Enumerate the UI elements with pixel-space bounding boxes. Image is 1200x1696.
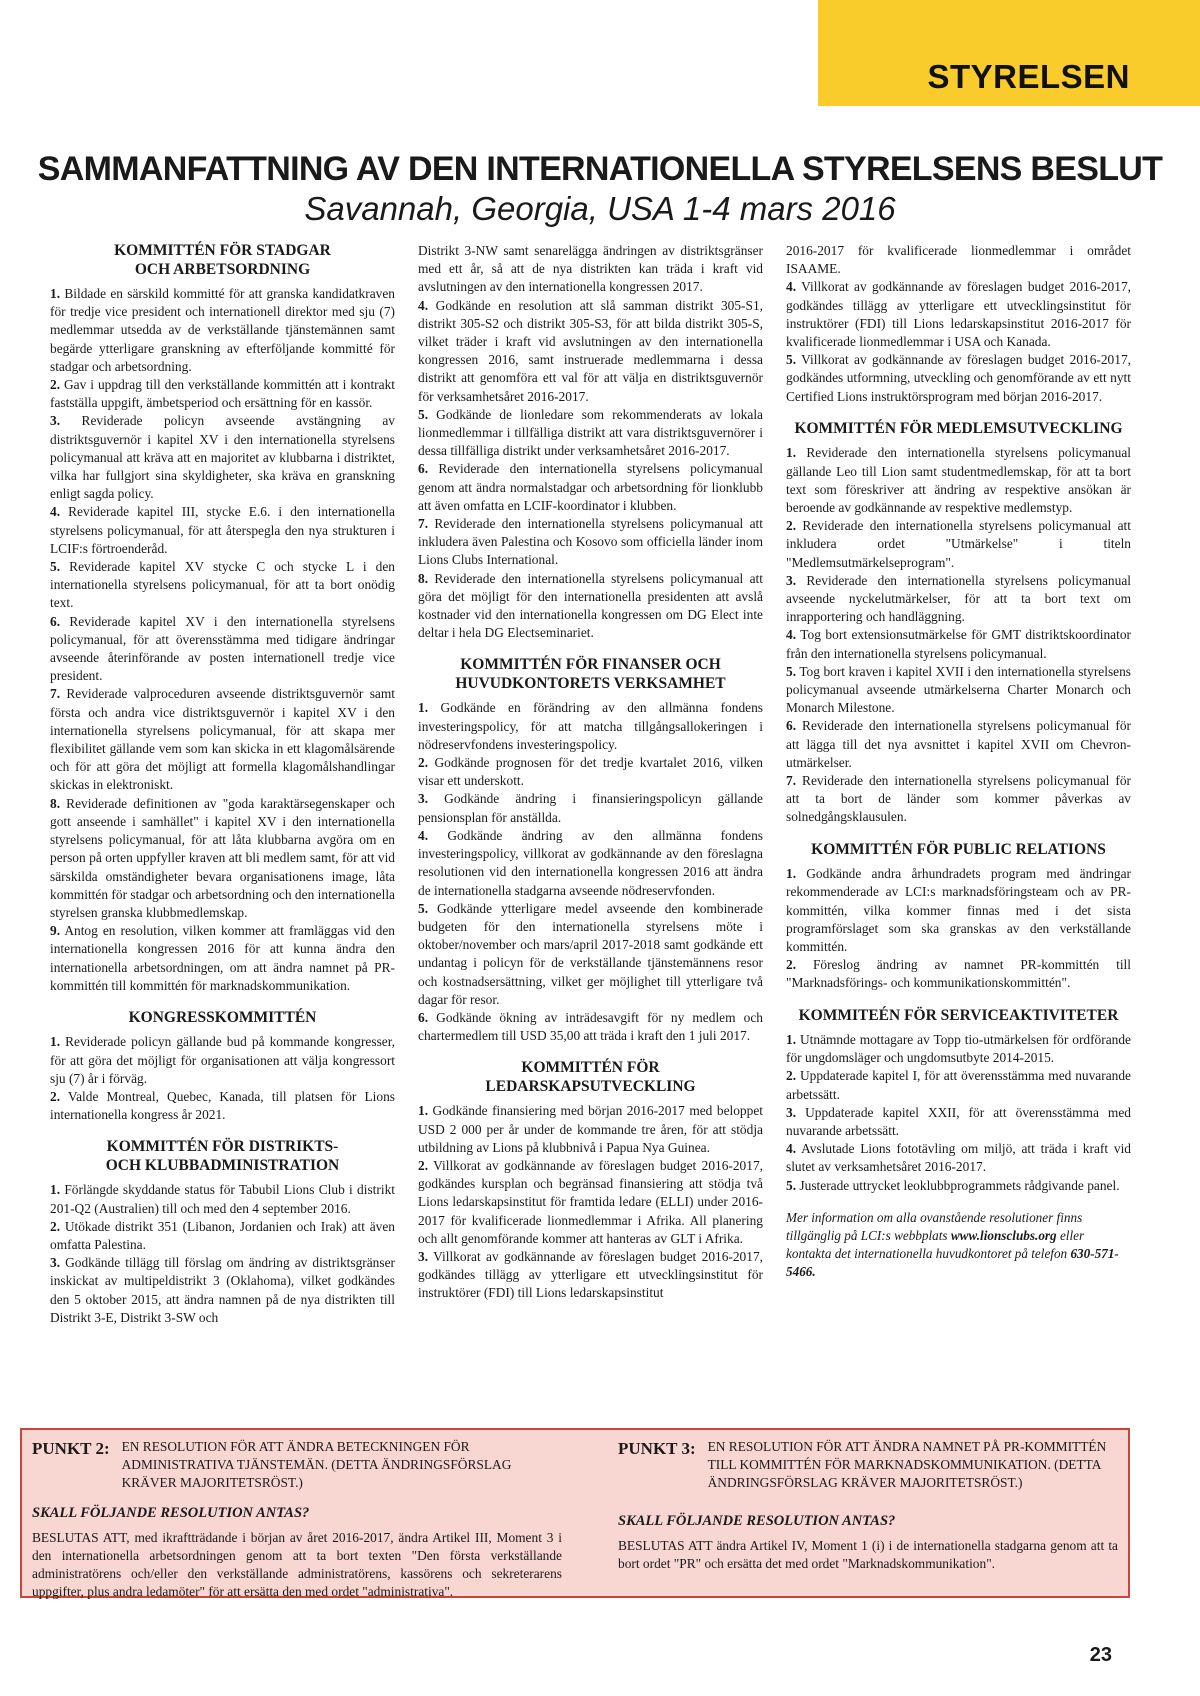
text-column-1 xyxy=(50,242,395,1341)
decision-item xyxy=(50,685,395,794)
punkt-resolution: BESLUTAS ATT, med ikraftträdande i början av året 2016-2017, ändra Artikel III, Moment 3 i den internationella arbetsordningen genom att ta bort texten "Den första verkställande administratörens och/eller den verkställande administratörens, kassörens och sekreterarens uppgifter, plus andra ledamöter" för att ersätta den med ordet "administrativa". xyxy=(32,1530,562,1599)
page-title: SAMMANFATTNING AV DEN INTERNATIONELLA STYRELSENS BESLUT xyxy=(37,150,1163,188)
item-number: 1. xyxy=(50,1182,61,1198)
punkt-question: SKALL FÖLJANDE RESOLUTION ANTAS? xyxy=(618,1513,896,1530)
committee-section xyxy=(50,1138,395,1327)
column-3-body xyxy=(786,242,1131,1195)
item-text: Tog bort kraven i kapitel XVII i den internationella styrelsens policymanual avseende utmärkelserna Charter Monarch och Monarch Milestone. xyxy=(786,663,1132,716)
item-number: 7. xyxy=(418,516,429,532)
item-text: Villkorat av godkännande av föreslagen budget 2016-2017, godkändes tillägg av ytterligare ett utvecklingsinstitut för instruktörer (FDI) till Lions ledarskapsinstitut 2016-2017 för kvalificerade lionmedlemmar i USA och Kanada. xyxy=(786,279,1131,350)
item-text: Gav i uppdrag till den verkställande kommittén att i kontrakt fastställa uppgift, ämbetsperiod och ersättning för en kassör. xyxy=(50,377,395,411)
decision-item xyxy=(786,626,1131,662)
item-text: Distrikt 3-NW samt senarelägga ändringen av distriktsgränser med ett år, så att de nya distrikten kan träda i kraft vid avslutningen av den internationella kongressen 2017. xyxy=(418,243,763,295)
item-number: 3. xyxy=(418,791,429,807)
more-info-note xyxy=(786,1209,1131,1281)
item-number: 3. xyxy=(786,1104,797,1120)
item-number: 5. xyxy=(418,406,429,422)
item-number: 1. xyxy=(786,445,797,461)
committee-heading: KOMMITEÉN FÖR SERVICEAKTIVITETER xyxy=(798,1006,1119,1024)
item-number: 2. xyxy=(418,755,429,771)
item-number: 6. xyxy=(418,1009,429,1025)
item-number: 6. xyxy=(418,461,429,477)
item-number: 4. xyxy=(418,297,429,313)
decision-item xyxy=(418,1102,763,1157)
decision-item xyxy=(786,865,1131,956)
item-number: 5. xyxy=(786,352,797,368)
decision-item xyxy=(786,956,1131,992)
decision-item xyxy=(786,1031,1131,1067)
item-text: Antog en resolution, vilken kommer att framläggas vid den internationella kongressen 2016 för att kunna ändra den internationella arbetsordningen, om att ändra namnet på PR-kommittén till kommittén för marknadskommunikation. xyxy=(50,923,395,993)
decision-item xyxy=(50,285,395,376)
item-number: 4. xyxy=(418,827,429,843)
item-number: 2. xyxy=(786,957,797,973)
decision-item xyxy=(50,613,395,686)
item-text: Reviderade policyn gällande bud på kommande kongresser, för att göra det möjligt för organisationen att välja kongressort sju (7) år i förväg. xyxy=(50,1034,395,1086)
item-number: 7. xyxy=(50,686,61,702)
info-phone: 630-571-5466. xyxy=(786,1245,1119,1279)
item-text: Utökade distrikt 351 (Libanon, Jordanien och Irak) att även omfatta Palestina. xyxy=(50,1218,395,1253)
decision-item xyxy=(786,1067,1131,1103)
decision-item xyxy=(418,699,763,754)
item-number: 7. xyxy=(786,772,797,788)
info-website: www.lionsclubs.org xyxy=(950,1227,1057,1243)
text-column-3 xyxy=(786,242,1131,1281)
decision-item xyxy=(786,242,1131,278)
committee-heading: KONGRESSKOMMITTÉN xyxy=(128,1008,317,1026)
item-number: 5. xyxy=(50,559,61,575)
item-text: Reviderade den internationella styrelsens policymanual gällande Leo till Lion samt studentmedlemskap, för att ta bort text som föreskriver att ändring av respektive ansökan är beroende av godkännande av respektive medlemstyp. xyxy=(786,445,1131,515)
decision-item xyxy=(786,717,1131,772)
item-text: Reviderade den internationella styrelsens policymanual genom att ändra normalstadgar och arbetsordning för lionklubb att även omfatta en LCIF-koordinator i klubben. xyxy=(418,461,763,513)
item-text: Föreslog ändring av namnet PR-kommittén till "Marknadsförings- och kommunikationskommittén". xyxy=(786,957,1131,991)
decision-item xyxy=(418,515,763,570)
committee-section xyxy=(786,1007,1131,1195)
committee-section xyxy=(418,656,763,1045)
item-number: 4. xyxy=(786,279,797,295)
text-column-2 xyxy=(418,242,763,1317)
item-text: Justerade uttrycket leoklubbprogrammets rådgivande panel. xyxy=(799,1177,1120,1193)
item-number: 2. xyxy=(786,1068,797,1084)
decision-item xyxy=(50,1033,395,1088)
item-number: 1. xyxy=(50,286,61,301)
item-number: 2. xyxy=(418,1157,429,1173)
item-text: Godkände andra århundradets program med ändringar rekommenderade av LCI:s marknadsföringsteam och av PR-kommittén, vilka kommer finnas med i det sista programförslaget som ska granskas av den verkställande kommittén. xyxy=(786,866,1131,954)
item-text: Godkände ökning av inträdesavgift för ny medlem och chartermedlem till USD 35,00 att träda i kraft den 1 juli 2017. xyxy=(418,1009,763,1044)
committee-section xyxy=(786,420,1131,827)
item-text: Villkorat av godkännande av föreslagen budget 2016-2017, godkändes kursplan och begränsad finansiering att stödja två Lions ledarskapsinstitut för framtida ledare (ELLI) under 2016-2017 för kvalificerade lionmedlemmar i Afrika. All planering och allt genomförande kommer att hanteras av GLT i Afrika. xyxy=(418,1157,763,1246)
item-number: 5. xyxy=(786,663,797,679)
item-text: Tog bort extensionsutmärkelse för GMT distriktskoordinator från den internationella styrelsens policymanual. xyxy=(786,627,1131,661)
item-text: Godkände tillägg till förslag om ändring av distriktsgränser inskickat av multipeldistrikt 3 (Oklahoma), vilket godkändes den 5 oktober 2015, att ändra namnen på de nya distrikten till Distrikt 3-E, Distrikt 3-SW och xyxy=(50,1255,395,1325)
item-number: 2. xyxy=(50,1089,61,1105)
decision-item xyxy=(418,297,763,406)
item-number: 1. xyxy=(418,700,429,716)
info-line-2: eller kontakta det internationella huvudkontoret på telefon xyxy=(786,1227,1085,1261)
decision-item xyxy=(418,1009,763,1045)
item-text: Reviderade den internationella styrelsens policymanual att inkludera ordet "Utmärkelse" i titeln "Medlemsutmärkelseprogram". xyxy=(786,518,1131,570)
decision-item xyxy=(418,570,763,643)
item-number: 1. xyxy=(418,1103,429,1119)
item-text: Reviderade valproceduren avseende distriktsguvernör samt första och andra vice distriktsguvernör i kapitel XV i den internationella styrelsens policymanual, för att skapa mer flexibilitet gällande vem som kan skicka in ett klagomålsärende och för att göra det möjligt att formella klagomålshandlingar skickas in elektroniskt. xyxy=(50,686,395,793)
item-text: Godkände en förändring av den allmänna fondens investeringspolicy, för att matcha tillgångsallokeringen i nödreservfondens investeringspolicy. xyxy=(418,700,763,752)
decision-item xyxy=(418,460,763,515)
item-text: Villkorat av godkännande av föreslagen budget 2016-2017, godkändes tillägg av ytterligare ett utvecklingsinstitut för instruktörer (FDI) till Lions ledarskapsinstitut xyxy=(418,1248,763,1301)
item-text: Villkorat av godkännande av föreslagen budget 2016-2017, godkändes utformning, utveckling och genomförande av ett nytt Certified Lions instruktörsprogram med början 2016-2017. xyxy=(786,352,1131,404)
page-number: 23 xyxy=(1089,1644,1112,1666)
item-number: 3. xyxy=(50,413,61,429)
committee-section xyxy=(418,1059,763,1302)
decision-item xyxy=(50,1088,395,1124)
committee-section xyxy=(50,1009,395,1125)
punkt-label: PUNKT 2: xyxy=(32,1439,110,1458)
decision-item xyxy=(786,517,1131,572)
decision-item xyxy=(418,1157,763,1248)
decision-item xyxy=(50,922,395,995)
item-text: Bildade en särskild kommitté för att granska kandidatkraven för tredje vice president och internationell direktor med sju (7) medlemmar utsedda av de verkställande tjänstemännen samt begärde ytterligare granskning av efterföljande kommitté för stadgar och arbetsordning. xyxy=(50,286,395,374)
item-number: 6. xyxy=(786,718,797,734)
item-number: 3. xyxy=(418,1248,429,1264)
committee-heading: KOMMITTÉN FÖR DISTRIKTS- OCH KLUBBADMINISTRATION xyxy=(105,1138,340,1174)
item-text: Reviderade policyn avseende avstängning av distriktsguvernör i kapitel XV i den internationella styrelsens policymanual att kräva att en majoritet av klubbarna i distriktet, vilka har fullgjort sina skyldigheter, ska kräva en granskning enligt sagda policy. xyxy=(50,413,395,502)
item-text: Reviderade den internationella styrelsens policymanual för att lägga till det nya avsnittet i kapitel XVII om Chevron-utmärkelser. xyxy=(786,718,1131,770)
item-text: Reviderade kapitel XV i den internationella styrelsens policymanual, för att överensstämma med tidigare ändringar avseende återinförande av posten internationell tredje vice president. xyxy=(50,613,395,684)
section-tab xyxy=(818,0,1200,106)
item-text: Reviderade kapitel XV stycke C och stycke L i den internationella styrelsens policymanual, för att ta bort onödig text. xyxy=(50,559,395,611)
decision-item xyxy=(50,795,395,922)
punkt-question: SKALL FÖLJANDE RESOLUTION ANTAS? xyxy=(32,1505,310,1522)
item-text: Reviderade den internationella styrelsens policymanual att göra det möjligt för den internationella presidenten att avslå kostnader vid den internationella kongressen om DG Elect inte deltar i hela DG Electseminariet. xyxy=(418,570,763,641)
item-text: Godkände prognosen för det tredje kvartalet 2016, vilken visar ett underskott. xyxy=(418,755,763,789)
decision-item xyxy=(786,1104,1131,1140)
punkt-3 xyxy=(618,1438,1118,1573)
decision-item xyxy=(786,278,1131,351)
punkt-text: EN RESOLUTION FÖR ATT ÄNDRA NAMNET PÅ PR-KOMMITTÉN TILL KOMMITTÉN FÖR MARKNADSKOMMUNIKATION. (DETTA ÄNDRINGSFÖRSLAG KRÄVER MAJORITETSRÖST.) xyxy=(707,1439,1107,1490)
item-number: 1. xyxy=(786,866,797,882)
decision-item xyxy=(786,663,1131,718)
item-text: Godkände de lionledare som rekommenderats av lokala lionmedlemmar i tillfälliga distrikt att vara distriktsguvernörer i dessa tillfälliga distrikt under verksamhetsåret 2016-2017. xyxy=(418,406,763,459)
item-text: Uppdaterade kapitel I, för att överensstämma med nuvarande arbetssätt. xyxy=(786,1068,1131,1102)
item-number: 4. xyxy=(786,627,797,643)
decision-item xyxy=(418,1248,763,1303)
decision-item xyxy=(418,406,763,461)
decision-item xyxy=(418,242,763,297)
decision-item xyxy=(418,754,763,790)
committee-heading: KOMMITTÉN FÖR PUBLIC RELATIONS xyxy=(811,840,1106,858)
punkt-label: PUNKT 3: xyxy=(618,1439,696,1458)
decision-item xyxy=(50,558,395,613)
decision-item xyxy=(786,1140,1131,1176)
decision-item xyxy=(786,772,1131,827)
item-text: Avslutade Lions fototävling om miljö, att träda i kraft vid slutet av verksamhetsåret 2016-2017. xyxy=(786,1141,1131,1175)
committee-heading: KOMMITTÉN FÖR FINANSER OCH HUVUDKONTORETS VERKSAMHET xyxy=(455,656,726,692)
item-text: Godkände ändring i finansieringspolicyn gällande pensionsplan för anställda. xyxy=(418,791,763,825)
item-number: 8. xyxy=(418,570,429,586)
item-number: 5. xyxy=(786,1177,797,1193)
item-number: 4. xyxy=(50,504,61,520)
item-number: 5. xyxy=(418,900,429,916)
resolution-box xyxy=(20,1428,1130,1598)
decision-item xyxy=(786,1177,1131,1195)
item-text: Valde Montreal, Quebec, Kanada, till platsen för Lions internationella kongress år 2021. xyxy=(50,1089,395,1123)
punkt-text: EN RESOLUTION FÖR ATT ÄNDRA BETECKNINGEN FÖR ADMINISTRATIVA TJÄNSTEMÄN. (DETTA ÄNDRINGSFÖRSLAG KRÄVER MAJORITETSRÖST.) xyxy=(121,1439,512,1490)
decision-item xyxy=(418,900,763,1009)
item-text: Godkände ändring av den allmänna fondens investeringspolicy, villkorat av godkännande av den föreslagna resolutionen vid den internationella kongressen 2016 att ändra de internationella stadgarna avseende nödreservfonden. xyxy=(418,827,763,898)
decision-item xyxy=(50,503,395,558)
decision-item xyxy=(50,376,395,412)
item-number: 6. xyxy=(50,613,61,629)
punkt-2 xyxy=(32,1438,562,1600)
item-text: Reviderade definitionen av "goda karaktärsegenskaper och gott anseende i samhället" i kapitel XV i den internationella styrelsens policymanual, för att låta klubbarna avgöra om en person på orten uppfyller kraven att bli medlem samt, för att vid särskilda omständigheter bevara organisationens image, låta kommittén för stadgar och arbetsordning och den internationella styrelsen granska klubbmedlemskap. xyxy=(50,795,395,920)
item-text: Uppdaterade kapitel XXII, för att överensstämma med nuvarande arbetssätt. xyxy=(786,1104,1131,1139)
item-number: 3. xyxy=(786,572,797,588)
item-text: 2016-2017 för kvalificerade lionmedlemmar i området ISAAME. xyxy=(786,243,1131,277)
item-number: 8. xyxy=(50,795,61,811)
decision-item xyxy=(418,790,763,826)
decision-item xyxy=(418,827,763,900)
section-tab-label: STYRELSEN xyxy=(927,58,1130,95)
committee-heading: KOMMITTÉN FÖR MEDLEMSUTVECKLING xyxy=(794,419,1123,437)
item-number: 9. xyxy=(50,923,61,939)
item-text: Godkände ytterligare medel avseende den kombinerade budgeten för den internationella styrelsens möte i oktober/november och mars/april 2017-2018 samt godkände ett undantag i policyn för de verkställande tjänstemännens resor och kostnadsersättning, vilket ger möjlighet till ytterligare två dagar för resor. xyxy=(418,900,763,1007)
item-text: Reviderade den internationella styrelsens policymanual att inkludera även Palestina och Kosovo som officiella länder inom Lions Clubs International. xyxy=(418,516,763,568)
item-text: Reviderade den internationella styrelsens policymanual för att ta bort de länder som kommer påverkas av solnedgångsklausulen. xyxy=(786,772,1131,825)
committee-heading: KOMMITTÉN FÖR STADGAR OCH ARBETSORDNING xyxy=(114,242,331,278)
item-number: 2. xyxy=(50,1218,61,1234)
item-text: Godkände finansiering med början 2016-2017 med beloppet USD 2 000 per år under de kommande tre åren, för att stödja utbildning av Lions på klubbnivå i Papua Nya Guinea. xyxy=(418,1103,763,1155)
item-number: 3. xyxy=(50,1255,61,1271)
punkt-resolution: BESLUTAS ATT ändra Artikel IV, Moment 1 (i) i de internationella stadgarna genom att ta bort ordet "PR" och ersätta det med ordet "Marknadskommunikation". xyxy=(618,1538,1118,1571)
item-number: 1. xyxy=(786,1032,797,1048)
item-text: Förlängde skyddande status för Tabubil Lions Club i distrikt 201-Q2 (Australien) till och med den 4 september 2016. xyxy=(50,1182,395,1216)
decision-item xyxy=(50,1218,395,1254)
decision-item xyxy=(50,1181,395,1217)
item-text: Reviderade kapitel III, stycke E.6. i den internationella styrelsens policymanual, för att återspegla den nya strukturen i LCIF:s förtroenderåd. xyxy=(50,504,395,556)
item-number: 1. xyxy=(50,1034,61,1050)
committee-section xyxy=(786,242,1131,406)
item-text: Reviderade den internationella styrelsens policymanual avseende nyckelutmärkelser, för att ta bort text om inrapportering och handläggning. xyxy=(786,572,1131,625)
committee-section xyxy=(786,841,1131,993)
item-text: Utnämnde mottagare av Topp tio-utmärkelsen för ordförande för ungdomsläger och ungdomsutbyte 2014-2015. xyxy=(786,1032,1131,1066)
committee-heading: KOMMITTÉN FÖR LEDARSKAPSUTVECKLING xyxy=(485,1059,696,1095)
committee-section xyxy=(418,242,763,642)
info-line-1: Mer information om alla ovanstående resolutioner finns tillgänglig på LCI:s webbplats xyxy=(786,1209,1083,1243)
item-number: 2. xyxy=(50,377,61,393)
page-subtitle: Savannah, Georgia, USA 1-4 mars 2016 xyxy=(304,190,896,227)
item-text: Godkände en resolution att slå samman distrikt 305-S1, distrikt 305-S2 och distrikt 305-S3, för att bilda distrikt 305-S, vilket träder i kraft vid avslutningen av den internationella kongressen 2016, samt instruerade medlemmarna i dessa distrikt att genomföra ett val för att välja en distriktsguvernör för verksamhetsåret 2016-2017. xyxy=(418,297,763,404)
item-number: 4. xyxy=(786,1141,797,1157)
decision-item xyxy=(786,351,1131,406)
item-number: 2. xyxy=(786,518,797,534)
decision-item xyxy=(50,412,395,503)
committee-section xyxy=(50,242,395,995)
decision-item xyxy=(786,444,1131,517)
decision-item xyxy=(50,1254,395,1327)
decision-item xyxy=(786,572,1131,627)
